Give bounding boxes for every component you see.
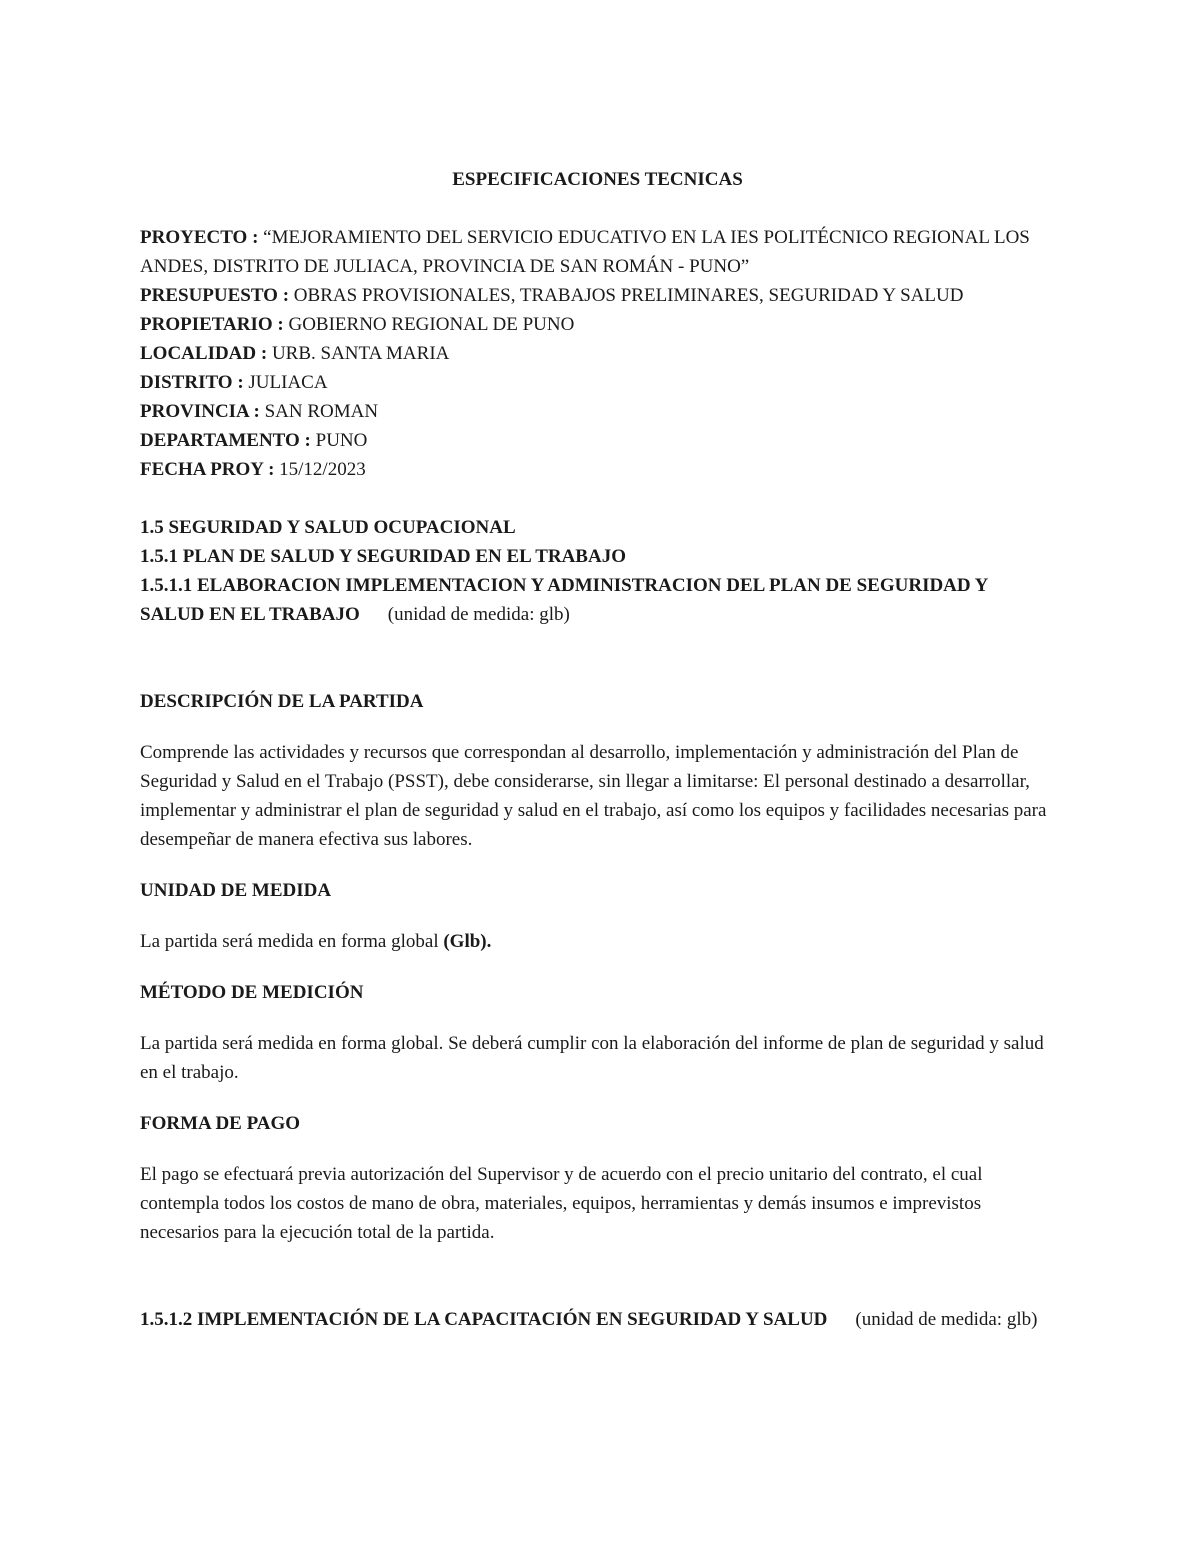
- section-heading-1-5: 1.5 SEGURIDAD Y SALUD OCUPACIONAL: [140, 517, 516, 538]
- section-heading-text: 1.5.1.1 ELABORACION IMPLEMENTACION Y ADMINISTRACION DEL PLAN DE SEGURIDAD Y SALUD EN EL TRABAJO: [140, 575, 988, 625]
- section-heading-1-5-1-1: [140, 571, 1055, 629]
- meta-localidad: [140, 339, 1055, 368]
- project-metadata: [140, 223, 1055, 484]
- meta-value: GOBIERNO REGIONAL DE PUNO: [288, 314, 575, 335]
- meta-label: PROPIETARIO :: [140, 314, 284, 335]
- section-heading-text: 1.5.1.2 IMPLEMENTACIÓN DE LA CAPACITACIÓN EN SEGURIDAD Y SALUD: [140, 1309, 828, 1330]
- meta-proyecto: [140, 223, 1055, 281]
- meta-label: DEPARTAMENTO :: [140, 430, 311, 451]
- unidad-text: La partida será medida en forma global: [140, 931, 439, 952]
- unit-of-measure-note: (unidad de medida: glb): [855, 1309, 1038, 1330]
- unidad-bold: (Glb).: [443, 931, 492, 952]
- document-content: [140, 165, 1055, 1334]
- meta-value: URB. SANTA MARIA: [271, 343, 450, 364]
- meta-provincia: [140, 397, 1055, 426]
- descripcion-heading: DESCRIPCIÓN DE LA PARTIDA: [140, 691, 424, 712]
- unit-of-measure-note: (unidad de medida: glb): [387, 604, 570, 625]
- meta-departamento: [140, 426, 1055, 455]
- meta-label: PRESUPUESTO :: [140, 285, 290, 306]
- section-heading-1-5-1-2: [140, 1305, 1055, 1334]
- section-headings: [140, 513, 1055, 629]
- meta-value: OBRAS PROVISIONALES, TRABAJOS PRELIMINARES, SEGURIDAD Y SALUD: [293, 285, 964, 306]
- unidad-paragraph: [140, 927, 1055, 956]
- meta-propietario: [140, 310, 1055, 339]
- metodo-heading: MÉTODO DE MEDICIÓN: [140, 982, 364, 1003]
- forma-text: El pago se efectuará previa autorización del Supervisor y de acuerdo con el precio unitario del contrato, el cual contempla todos los costos de mano de obra, materiales, equipos, herramientas y demás insumos e imprevistos necesarios para la ejecución total de la partida.: [140, 1164, 983, 1243]
- descripcion-text: Comprende las actividades y recursos que correspondan al desarrollo, implementación y administración del Plan de Seguridad y Salud en el Trabajo (PSST), debe considerarse, sin llegar a limitarse: El personal destinado a desarrollar, implementar y administrar el plan de seguridad y salud en el trabajo, así como los equipos y facilidades necesarias para desempeñar de manera efectiva sus labores.: [140, 742, 1047, 850]
- unidad-heading: UNIDAD DE MEDIDA: [140, 880, 332, 901]
- document-title: ESPECIFICACIONES TECNICAS: [452, 169, 743, 190]
- meta-distrito: [140, 368, 1055, 397]
- meta-fecha: [140, 455, 1055, 484]
- meta-label: DISTRITO :: [140, 372, 244, 393]
- meta-value: “MEJORAMIENTO DEL SERVICIO EDUCATIVO EN LA IES POLITÉCNICO REGIONAL LOS ANDES, DISTRITO DE JULIACA, PROVINCIA DE SAN ROMÁN - PUNO”: [140, 227, 1030, 277]
- meta-label: LOCALIDAD :: [140, 343, 268, 364]
- forma-heading: FORMA DE PAGO: [140, 1113, 301, 1134]
- meta-value: 15/12/2023: [279, 459, 366, 480]
- meta-value: PUNO: [315, 430, 368, 451]
- meta-value: JULIACA: [248, 372, 328, 393]
- metodo-text: La partida será medida en forma global. Se deberá cumplir con la elaboración del informe de plan de seguridad y salud en el trabajo.: [140, 1033, 1044, 1083]
- meta-label: FECHA PROY :: [140, 459, 275, 480]
- section-heading-1-5-1: 1.5.1 PLAN DE SALUD Y SEGURIDAD EN EL TRABAJO: [140, 546, 626, 567]
- meta-value: SAN ROMAN: [264, 401, 379, 422]
- meta-label: PROVINCIA :: [140, 401, 260, 422]
- meta-label: PROYECTO :: [140, 227, 259, 248]
- meta-presupuesto: [140, 281, 1055, 310]
